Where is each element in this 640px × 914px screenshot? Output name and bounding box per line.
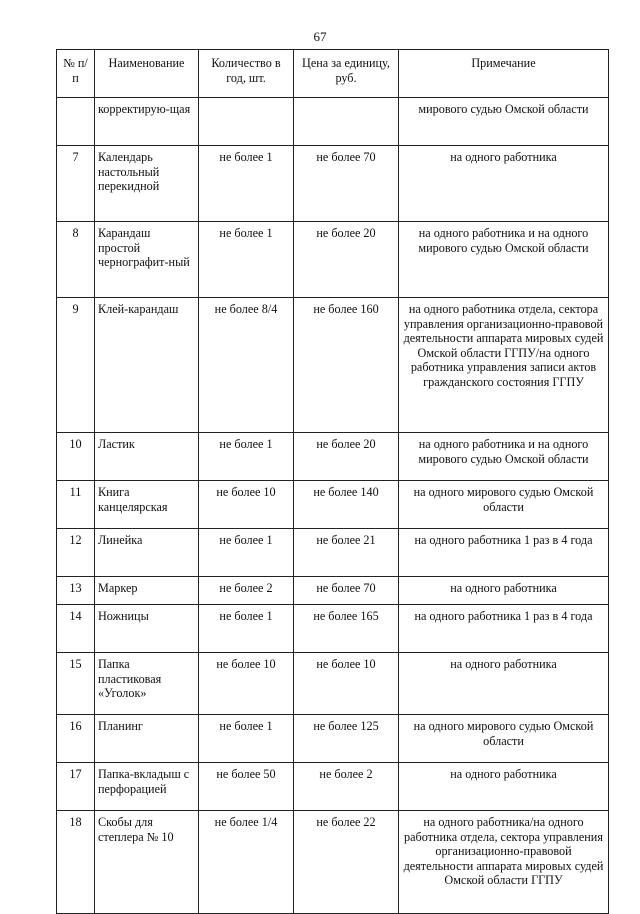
cell-name: Маркер (95, 577, 199, 605)
cell-num: 7 (57, 146, 95, 222)
cell-note: на одного мирового судью Омской области (399, 481, 609, 529)
cell-price (294, 98, 399, 146)
cell-num: 15 (57, 653, 95, 715)
cell-name: Папка пластиковая «Уголок» (95, 653, 199, 715)
cell-price: не более 125 (294, 715, 399, 763)
cell-note: на одного работника (399, 577, 609, 605)
table-row (57, 763, 609, 811)
header-num: № п/п (57, 50, 95, 98)
cell-price: не более 2 (294, 763, 399, 811)
cell-price: не более 70 (294, 146, 399, 222)
cell-num: 12 (57, 529, 95, 577)
page-number: 67 (313, 29, 327, 44)
table-row (57, 222, 609, 298)
table-row (57, 605, 609, 653)
cell-price: не более 22 (294, 811, 399, 914)
cell-qty: не более 2 (199, 577, 294, 605)
supplies-table (56, 49, 609, 914)
table-row (57, 577, 609, 605)
cell-price: не более 165 (294, 605, 399, 653)
table-row (57, 811, 609, 914)
table-row (57, 433, 609, 481)
cell-note: на одного мирового судью Омской области (399, 715, 609, 763)
cell-price: не более 21 (294, 529, 399, 577)
cell-qty: не более 1 (199, 715, 294, 763)
cell-note: на одного работника/на одного работника отдела, сектора управления организационно-правовой деятельности аппарата мировых судей Омской области ГГПУ (399, 811, 609, 914)
cell-qty (199, 98, 294, 146)
cell-name: Планинг (95, 715, 199, 763)
cell-num: 14 (57, 605, 95, 653)
cell-num: 16 (57, 715, 95, 763)
cell-price: не более 70 (294, 577, 399, 605)
header-note: Примечание (399, 50, 609, 98)
header-row (57, 50, 609, 98)
cell-name: Клей-карандаш (95, 298, 199, 433)
header-name: Наименование (95, 50, 199, 98)
cell-note: мирового судью Омской области (399, 98, 609, 146)
header-qty: Количество в год, шт. (199, 50, 294, 98)
cell-note: на одного работника (399, 763, 609, 811)
cell-num: 10 (57, 433, 95, 481)
cell-qty: не более 1/4 (199, 811, 294, 914)
cell-num: 9 (57, 298, 95, 433)
table-row (57, 98, 609, 146)
cell-name: Книга канцелярская (95, 481, 199, 529)
cell-price: не более 160 (294, 298, 399, 433)
table-row (57, 146, 609, 222)
cell-qty: не более 8/4 (199, 298, 294, 433)
cell-num (57, 98, 95, 146)
cell-note: на одного работника и на одного мирового судью Омской области (399, 222, 609, 298)
table-header (57, 50, 609, 98)
table-row (57, 653, 609, 715)
cell-name: Карандаш простой чернографит-ный (95, 222, 199, 298)
table-row (57, 715, 609, 763)
header-price: Цена за единицу, руб. (294, 50, 399, 98)
table-body (57, 98, 609, 914)
cell-name: Линейка (95, 529, 199, 577)
cell-note: на одного работника отдела, сектора управления организационно-правовой деятельности аппарата мировых судей Омской области ГГПУ/на одного работника управления записи актов гражданского состояния ГГПУ (399, 298, 609, 433)
cell-qty: не более 1 (199, 605, 294, 653)
cell-name: Ножницы (95, 605, 199, 653)
cell-note: на одного работника и на одного мирового судью Омской области (399, 433, 609, 481)
cell-price: не более 20 (294, 222, 399, 298)
cell-note: на одного работника (399, 146, 609, 222)
cell-qty: не более 1 (199, 529, 294, 577)
table-row (57, 529, 609, 577)
cell-name: Папка-вкладыш с перфорацией (95, 763, 199, 811)
table-row (57, 298, 609, 433)
cell-price: не более 10 (294, 653, 399, 715)
cell-num: 17 (57, 763, 95, 811)
cell-name: Ластик (95, 433, 199, 481)
cell-num: 13 (57, 577, 95, 605)
cell-num: 8 (57, 222, 95, 298)
cell-name: Скобы для степлера № 10 (95, 811, 199, 914)
cell-qty: не более 50 (199, 763, 294, 811)
cell-price: не более 20 (294, 433, 399, 481)
cell-note: на одного работника 1 раз в 4 года (399, 529, 609, 577)
cell-num: 11 (57, 481, 95, 529)
cell-qty: не более 10 (199, 653, 294, 715)
cell-qty: не более 10 (199, 481, 294, 529)
table-row (57, 481, 609, 529)
cell-qty: не более 1 (199, 222, 294, 298)
cell-note: на одного работника 1 раз в 4 года (399, 605, 609, 653)
cell-price: не более 140 (294, 481, 399, 529)
cell-name: Календарь настольный перекидной (95, 146, 199, 222)
cell-num: 18 (57, 811, 95, 914)
cell-qty: не более 1 (199, 146, 294, 222)
cell-name: корректирую-щая (95, 98, 199, 146)
cell-note: на одного работника (399, 653, 609, 715)
cell-qty: не более 1 (199, 433, 294, 481)
